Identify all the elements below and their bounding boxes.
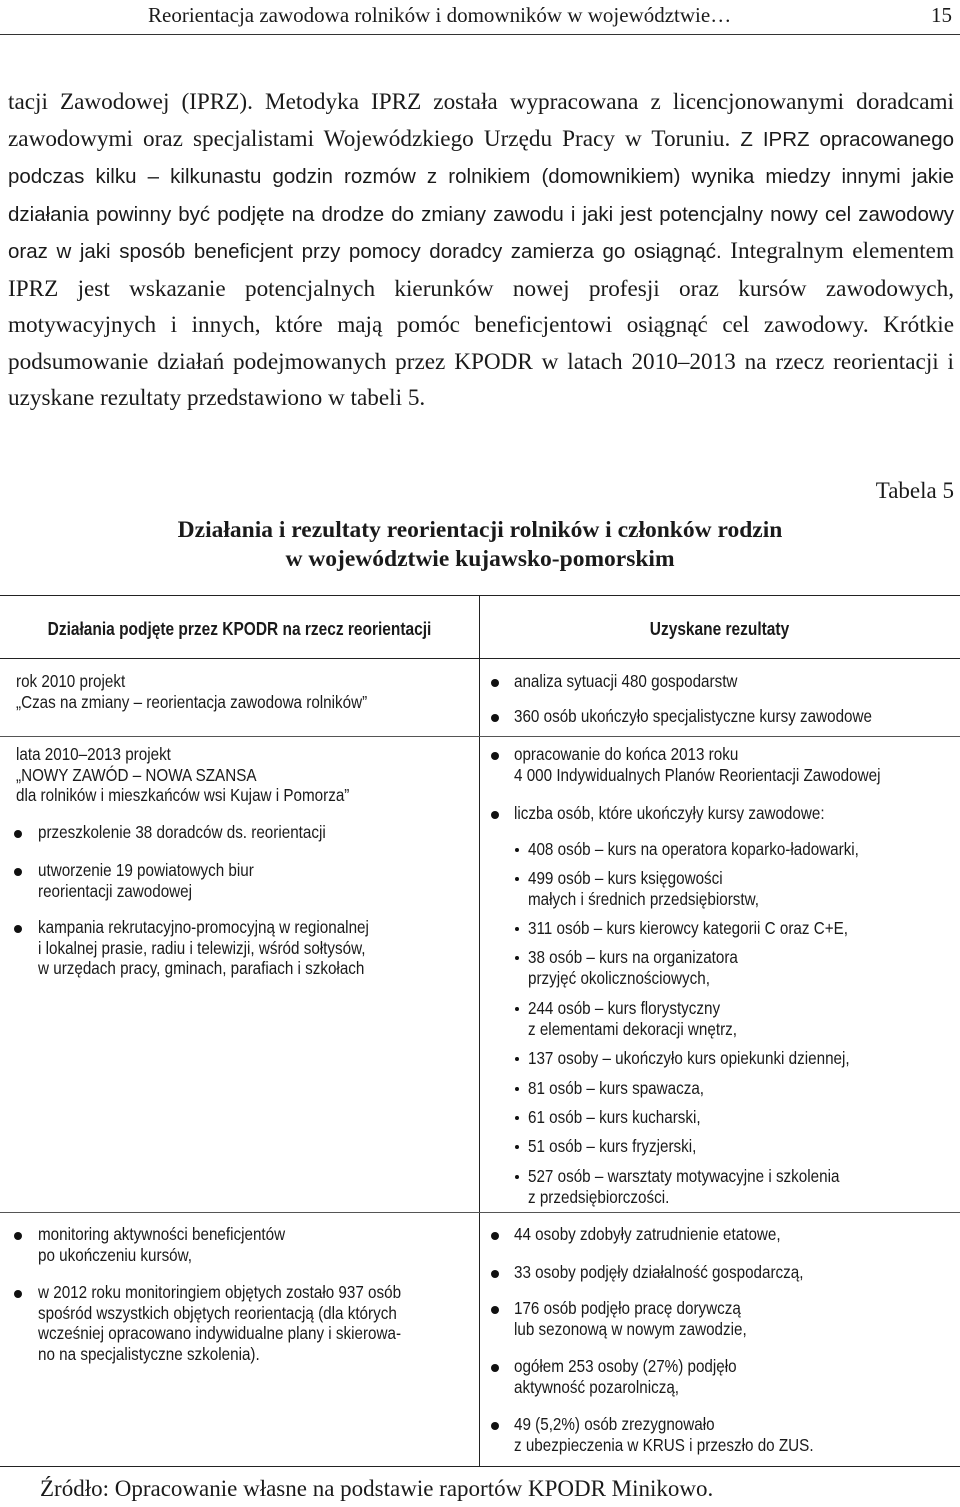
bullet-line: monitoring aktywności beneficjentów [38,1224,286,1244]
row2-left-line: dla rolników i mieszkańców wsi Kujaw i Pomorza” [16,785,350,805]
page-number: 15 [931,3,952,27]
row3-right-bullet [514,1298,747,1339]
header-rule [0,34,960,35]
subitem-line: 38 osób – kurs na organizatora [528,947,738,967]
bullet-dot-icon [14,868,22,876]
bullet-line: spośród wszystkich objętych reorientacją (dla których [38,1302,397,1323]
body-paragraph [8,84,954,417]
row1-right-bullet: analiza sytuacji 480 gospodarstw [514,671,738,691]
row3-right-bullet [514,1414,814,1455]
row2-right-bullet [514,803,825,824]
course-subitem [528,998,737,1039]
source-note: Źródło: Opracowanie własne na podstawie raportów KPODR Minikowo. [40,1476,714,1501]
sub-bullet-icon [515,848,519,852]
bullet-line: w 2012 roku monitoringiem objętych zostało 937 osób [38,1282,402,1302]
subitem-line: przyjęć okolicznościowych, [528,967,710,988]
bullet-line: 44 osoby zdobyły zatrudnienie etatowe, [514,1224,781,1244]
course-subitem [528,1078,704,1099]
bullet-line: 33 osoby podjęły działalność gospodarczą, [514,1262,804,1282]
row2-left-intro [16,744,349,806]
subitem-line: z elementami dekoracji wnętrz, [528,1018,738,1039]
subitem-line: małych i średnich przedsiębiorstw, [528,888,760,909]
bullet-line: ogółem 253 osoby (27%) podjęło [514,1356,737,1376]
row2-right-bullet [514,744,880,785]
course-subitem [528,1048,850,1069]
row-rule-right-2 [479,1212,960,1213]
table-caption [0,516,960,574]
table-header-results: Uzyskane rezultaty [649,619,790,639]
bullet-line: utworzenie 19 powiatowych biur [38,860,254,880]
bullet-line: opracowanie do końca 2013 roku [514,744,739,764]
bullet-line: reorientacji zawodowej [38,880,193,901]
course-subitem [528,1136,696,1157]
course-subitem [528,1166,839,1207]
bullet-line: z ubezpieczenia w KRUS i przeszło do ZUS. [514,1434,814,1455]
bullet-line: lub sezonową w nowym zawodzie, [514,1318,747,1339]
bullet-dot-icon [491,714,499,722]
sub-bullet-icon [515,1145,519,1149]
row3-left-bullet [38,1282,401,1364]
sub-bullet-icon [515,1087,519,1091]
table-top-rule [0,595,960,596]
subitem-line: z przedsiębiorczości. [528,1186,670,1207]
course-subitem [528,868,759,909]
row2-left-bullet [38,822,326,843]
table-header-actions: Działania podjęte przez KPODR na rzecz reorientacji [47,619,432,639]
course-subitem [528,1107,701,1128]
bullet-line: wcześniej opracowano indywidualne plany i skierowa- [38,1323,402,1343]
bullet-line: 4 000 Indywidualnych Planów Reorientacji Zawodowej [514,764,881,785]
running-header [0,0,960,38]
bullet-dot-icon [491,679,499,687]
row2-left-line: „NOWY ZAWÓD – NOWA SZANSA [16,764,257,785]
subitem-line: 408 osób – kurs na operatora koparko-ładowarki, [528,839,859,859]
bullet-dot-icon [491,1270,499,1278]
course-subitem [528,839,859,860]
sub-bullet-icon [515,956,519,960]
subitem-line: 61 osób – kurs kucharski, [528,1107,701,1127]
bullet-dot-icon [14,925,22,933]
bullet-dot-icon [491,811,499,819]
bullet-dot-icon [491,1306,499,1314]
bullet-line: 49 (5,2%) osób zrezygnowało [514,1414,715,1434]
row1-right-bullet: 360 osób ukończyło specjalistyczne kursy zawodowe [514,706,872,726]
table-caption-line-1: Działania i rezultaty reorientacji rolników i członków rodzin [177,517,783,543]
subitem-line: 51 osób – kurs fryzjerski, [528,1136,697,1156]
row3-right-bullet [514,1262,803,1283]
bullet-line: w urzędach pracy, gminach, parafiach i szkołach [38,958,365,978]
body-text-part-3: Integralnym elementem IPRZ jest wskazanie potencjalnych kierunków nowej profesji oraz kursów zawodowych, motywacyjnych i innych, które mają pomóc beneficjentowi osiągnąć cel zawodowy. Krótkie podsumowanie działań podejmowanych przez KPODR w latach 2010–2013 na rzecz reorientacji i uzyskane rezultaty przedstawiono w tabeli 5. [8,238,955,411]
sub-bullet-icon [515,1116,519,1120]
bullet-dot-icon [491,1232,499,1240]
bullet-dot-icon [14,1290,22,1298]
bullet-dot-icon [491,1422,499,1430]
row-rule-left-2 [0,1212,479,1213]
table-label: Tabela 5 [875,478,954,503]
bullet-line: po ukończeniu kursów, [38,1244,193,1265]
sub-bullet-icon [515,1057,519,1061]
row3-left-bullet [38,1224,285,1265]
bullet-dot-icon [14,1232,22,1240]
bullet-line: no na specjalistyczne szkolenia). [38,1343,260,1364]
bullet-dot-icon [491,1364,499,1372]
body-text-part-1: tacji Zawodowej (IPRZ). Metodyka IPRZ została wypracowana z licencjonowanymi doradcami zawodowymi oraz specjalistami Wojewódzkiego Urzędu Pracy w Toruniu. [8,89,954,152]
sub-bullet-icon [515,1175,519,1179]
row1-left-cell [16,671,367,712]
bullet-line: 176 osób podjęło pracę dorywczą [514,1298,741,1318]
row1-left-line: „Czas na zmiany – reorientacja zawodowa rolników” [16,691,368,712]
bullet-dot-icon [14,830,22,838]
row2-left-line: lata 2010–2013 projekt [16,744,171,764]
subitem-line: 137 osoby – ukończyło kurs opiekunki dziennej, [528,1048,850,1068]
sub-bullet-icon [515,877,519,881]
course-subitem [528,947,738,988]
bullet-line: przeszkolenie 38 doradców ds. reorientacji [38,822,326,842]
sub-bullet-icon [515,927,519,931]
row3-right-bullet [514,1356,737,1397]
subitem-line: 81 osób – kurs spawacza, [528,1078,705,1098]
table-column-divider [479,596,480,1466]
body-text-part-2: Z IPRZ opracowanego podczas kilku – kilkunastu godzin rozmów z rolnikiem (domownikiem) wynika miedzy innymi jakie działania powinny być podjęte na drodze do zmiany zawodu i jaki jest potencjalny nowy cel zawodowy oraz w jaki sposób beneficjent przy pomocy doradcy zamierza go osiągnąć. [8,127,955,263]
bullet-line: kampania rekrutacyjno-promocyjną w regionalnej [38,917,369,937]
table-caption-line-2: w województwie kujawsko-pomorskim [285,546,675,572]
table-bottom-rule [0,1466,960,1467]
sub-bullet-icon [515,1007,519,1011]
course-subitem [528,918,848,939]
row2-left-bullet [38,860,254,901]
row1-left-line: rok 2010 projekt [16,671,126,691]
bullet-line: liczba osób, które ukończyły kursy zawodowe: [514,803,825,823]
row-rule-right-1 [479,736,960,737]
subitem-line: 244 osób – kurs florystyczny [528,998,721,1018]
row2-left-bullet [38,917,369,979]
row3-right-bullet [514,1224,781,1245]
subitem-line: 527 osób – warsztaty motywacyjne i szkolenia [528,1166,840,1186]
bullet-dot-icon [491,752,499,760]
bullet-line: i lokalnej prasie, radiu i telewizji, wśród sołtysów, [38,937,366,958]
running-header-title: Reorientacja zawodowa rolników i domowników w województwie… [148,3,732,27]
bullet-line: aktywność pozarolniczą, [514,1376,680,1397]
row-rule-left-1 [0,736,479,737]
subitem-line: 311 osób – kurs kierowcy kategorii C oraz C+E, [528,918,849,938]
table-header-rule [0,658,960,659]
subitem-line: 499 osób – kurs księgowości [528,868,723,888]
